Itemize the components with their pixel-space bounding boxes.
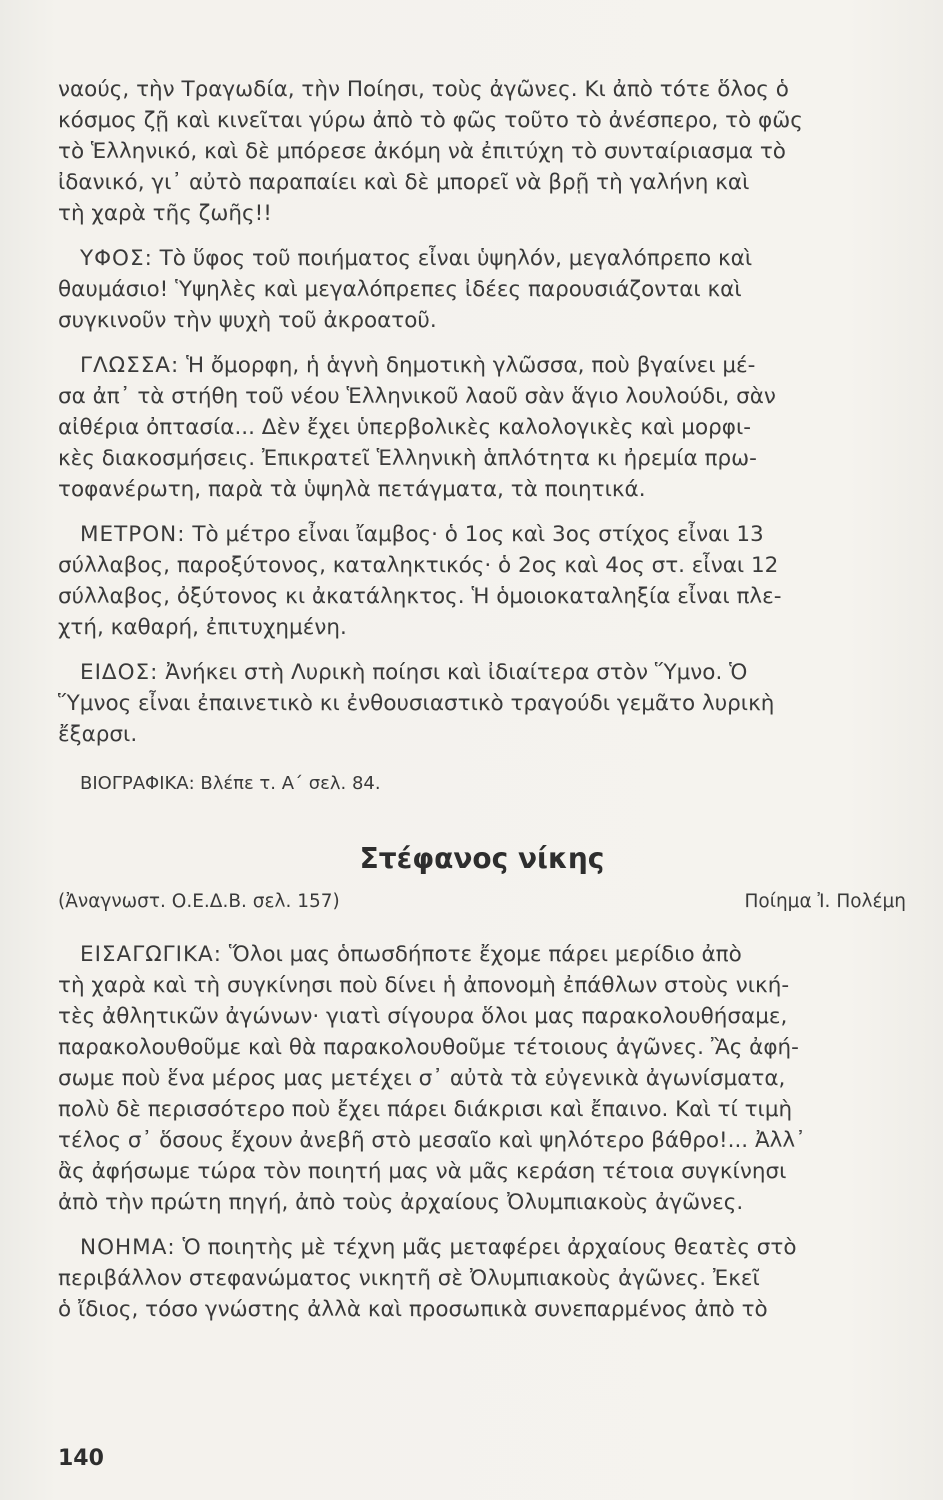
text-line: Ὕμνος εἶναι ἐπαινετικὸ κι ἐνθουσιαστικὸ τραγούδι γεμᾶτο λυρικὴ	[58, 691, 775, 716]
reference-row	[58, 886, 906, 917]
text-line: αἰθέρια ὀπτασία... Δὲν ἔχει ὑπερβολικὲς καλολογικὲς καὶ μορφι-	[58, 415, 751, 440]
text-line: κόσμος ζῇ καὶ κινεῖται γύρω ἀπὸ τὸ φῶς τοῦτο τὸ ἀνέσπερο, τὸ φῶς	[58, 108, 803, 133]
text-line: σύλλαβος, ὀξύτονος κι ἀκατάληκτος. Ἡ ὁμοιοκαταληξία εἶναι πλε-	[58, 584, 782, 609]
poem-author: Ποίημα Ἰ. Πολέμη	[744, 891, 906, 912]
section-label: ΥΦΟΣ:	[80, 246, 153, 271]
text-line: Τὸ ὕφος τοῦ ποιήματος εἶναι ὑψηλόν, μεγαλόπρεπο καὶ	[152, 246, 753, 271]
poem-title: Στέφανος νίκης	[359, 842, 605, 875]
text-line: περιβάλλον στεφανώματος νικητῆ σὲ Ὀλυμπιακοὺς ἀγῶνες. Ἐκεῖ	[58, 1266, 760, 1291]
section-label: ΜΕΤΡΟΝ:	[80, 522, 186, 547]
text-line: ἂς ἀφήσωμε τώρα τὸν ποιητή μας νὰ μᾶς κεράση τέτοια συγκίνησι	[58, 1159, 787, 1184]
eisagogika-section	[58, 939, 906, 1218]
text-line: τοφανέρωτη, παρὰ τὰ ὑψηλὰ πετάγματα, τὰ ποιητικά.	[58, 477, 646, 502]
text-line: σα ἀπ᾽ τὰ στήθη τοῦ νέου Ἑλληνικοῦ λαοῦ σὰν ἅγιο λουλούδι, σὰν	[58, 384, 776, 409]
text-line: Ἡ ὄμορφη, ἡ ἁγνὴ δημοτικὴ γλῶσσα, ποὺ βγαίνει μέ-	[179, 353, 756, 378]
text-line: τὴ χαρὰ τῆς ζωῆς!!	[58, 201, 272, 226]
text-line: ἔξαρσι.	[58, 722, 138, 747]
section-label: ΝΟΗΜΑ:	[80, 1235, 176, 1260]
yfos-section	[58, 243, 906, 336]
glossa-section	[58, 350, 906, 505]
text-line: παρακολουθοῦμε καὶ θὰ παρακολουθοῦμε τέτοιους ἀγῶνες. Ἂς ἀφή-	[58, 1035, 799, 1060]
text-line: πολὺ δὲ περισσότερο ποὺ ἔχει πάρει διάκρισι καὶ ἔπαινο. Καὶ τί τιμὴ	[58, 1097, 793, 1122]
text-line: Ὁ ποιητὴς μὲ τέχνη μᾶς μεταφέρει ἀρχαίους θεατὲς στὸ	[175, 1235, 797, 1260]
metron-section	[58, 519, 906, 643]
text-line: σωμε ποὺ ἕνα μέρος μας μετέχει σ᾽ αὐτὰ τὰ εὐγενικὰ ἀγωνίσματα,	[58, 1066, 786, 1091]
section-label: ΕΙΔΟΣ:	[80, 660, 159, 685]
text-line: κὲς διακοσμήσεις. Ἐπικρατεῖ Ἑλληνικὴ ἁπλότητα κι ἠρεμία πρω-	[58, 446, 757, 471]
source-reference: (Ἀναγνωστ. Ο.Ε.Δ.Β. σελ. 157)	[58, 891, 340, 912]
intro-paragraph	[58, 74, 906, 229]
bio-line	[80, 768, 906, 799]
text-line: ὁ ἴδιος, τόσο γνώστης ἀλλὰ καὶ προσωπικὰ συνεπαρμένος ἀπὸ τὸ	[58, 1297, 768, 1322]
text-line: σύλλαβος, παροξύτονος, καταληκτικός· ὁ 2ος καὶ 4ος στ. εἶναι 12	[58, 553, 779, 578]
text-line: τέλος σ᾽ ὅσους ἔχουν ἀνεβῆ στὸ μεσαῖο καὶ ψηλότερο βάθρο!... Ἀλλ᾽	[58, 1128, 806, 1153]
text-line: ναούς, τὴν Τραγωδία, τὴν Ποίησι, τοὺς ἀγῶνες. Κι ἀπὸ τότε ὅλος ὁ	[58, 77, 789, 102]
text-line: τὴ χαρὰ καὶ τὴ συγκίνησι ποὺ δίνει ἡ ἀπονομὴ ἐπάθλων στοὺς νική-	[58, 973, 790, 998]
text-line: Τὸ μέτρο εἶναι ἴαμβος· ὁ 1ος καὶ 3ος στίχος εἶναι 13	[185, 522, 764, 547]
text-line: ἀπὸ τὴν πρώτη πηγή, ἀπὸ τοὺς ἀρχαίους Ὀλυμπιακοὺς ἀγῶνες.	[58, 1190, 744, 1215]
text-line: Ἀνήκει στὴ Λυρικὴ ποίησι καὶ ἰδιαίτερα στὸν Ὕμνο. Ὁ	[158, 660, 748, 685]
section-label: ΓΛΩΣΣΑ:	[80, 353, 180, 378]
text-line: τὸ Ἑλληνικό, καὶ δὲ μπόρεσε ἀκόμη νὰ ἐπιτύχη τὸ συνταίριασμα τὸ	[58, 139, 786, 164]
section-label: ΕΙΣΑΓΩΓΙΚΑ:	[80, 942, 222, 967]
text-line: Ὅλοι μας ὁπωσδήποτε ἔχομε πάρει μερίδιο ἀπὸ	[222, 942, 742, 967]
text-line: θαυμάσιο! Ὑψηλὲς καὶ μεγαλόπρεπες ἰδέες παρουσιάζονται καὶ	[58, 277, 742, 302]
text-line: συγκινοῦν τὴν ψυχὴ τοῦ ἀκροατοῦ.	[58, 308, 437, 333]
page-number: 140	[58, 1446, 104, 1471]
text-column	[58, 74, 906, 1339]
eidos-section	[58, 657, 906, 750]
noima-section	[58, 1232, 906, 1325]
text-line: τὲς ἀθλητικῶν ἀγώνων· γιατὶ σίγουρα ὅλοι μας παρακολουθήσαμε,	[58, 1004, 788, 1029]
text-line: ἰδανικό, γι᾽ αὐτὸ παραπαίει καὶ δὲ μπορεῖ νὰ βρῇ τὴ γαλήνη καὶ	[58, 170, 750, 195]
bio-text: Βλέπε τ. Α΄ σελ. 84.	[194, 773, 381, 794]
section-label: ΒΙΟΓΡΑΦΙΚΑ:	[80, 773, 195, 794]
text-line: χτή, καθαρή, ἐπιτυχημένη.	[58, 615, 347, 640]
